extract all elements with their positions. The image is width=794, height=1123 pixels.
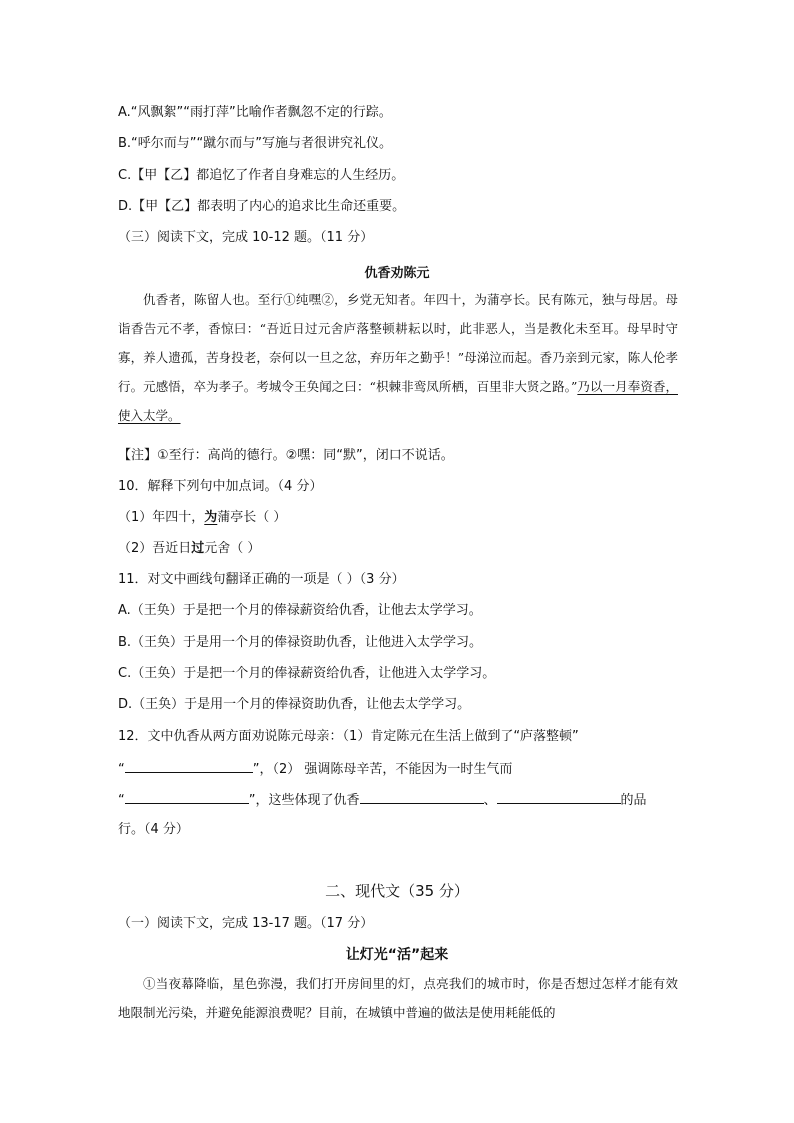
q10-item-1-post: 蒲亭长（ ） [217,510,287,525]
q12-l3-end: 的品 [620,793,647,808]
passage-main: 仇香者，陈留人也。至行①纯嘿②，乡党无知者。年四十，为蒲亭长。民有陈元，独与母居。母诣香告元不孝，香惊曰：“吾近日过元舍庐落整顿耕耘以时，此非恶人，当是教化未至耳。母早时守寡，养人遗孤，苦身投老，奈何以一旦之忿，弃历年之勤乎！”母涕泣而起。香乃亲到元家，陈人伦孝行。元感悟，卒为孝子。考城令王奂闻之曰：“枳棘非鸾凤所栖，百里非大贤之路。” [118,292,678,394]
q10-item-2-word: 过 [191,541,205,556]
q10-item-1-word: 为 [204,510,218,525]
passage-underlined-sentence: 乃以一月奉资香，使入太学。 [118,379,678,423]
annotation-note: 【注】①至行：高尚的德行。②嘿：同“默”，闭口不说话。 [118,448,454,463]
q11-option-b: B.（王奂）于是用一个月的俸禄资助仇香，让他进入太学学习。 [118,635,483,650]
part2-heading: 二、现代文（35 分） [325,882,469,900]
q12-l2-open: “ [118,762,125,777]
answer-blank-1[interactable] [125,758,253,773]
q12-line-2 [118,758,512,780]
q12-line-1: 12．文中仇香从两方面劝说陈元母亲：（1）肯定陈元在生活上做到了“庐落整顿” [118,729,579,744]
section3-heading: （三）阅读下文，完成 10-12 题。（11 分） [118,230,374,245]
option-9b: B.“呼尔而与”“蹴尔而与”写施与者很讲究礼仪。 [118,136,392,151]
q10-item-2-pre: （2）吾近日 [118,541,192,556]
answer-blank-3[interactable] [360,789,484,804]
answer-blank-2[interactable] [125,789,249,804]
q10-item-1 [118,508,286,528]
option-9a: A.“风飘絮”“雨打萍”比喻作者飘忽不定的行踪。 [118,105,392,120]
q10-item-1-pre: （1）年四十， [118,510,205,525]
q10-item-2 [118,539,260,559]
q12-line-3 [118,789,647,811]
article-title: 让灯光“活”起来 [345,947,449,963]
q10-stem: 10．解释下列句中加点词。（4 分） [118,479,323,494]
option-9d: D.【甲【乙】都表明了内心的追求比生命还重要。 [118,199,406,214]
q12-l3-sep: 、 [483,793,497,808]
q11-option-d: D.（王奂）于是用一个月的俸禄资助仇香，让他去太学学习。 [118,697,471,712]
q11-option-a: A.（王奂）于是把一个月的俸禄薪资给仇香，让他去太学学习。 [118,603,482,618]
passage-text [118,285,678,430]
article-paragraph: ①当夜幕降临，星色弥漫，我们打开房间里的灯，点亮我们的城市时，你是否想过怎样才能有效地限制光污染，并避免能源浪费呢？目前，在城镇中普遍的做法是使用耗能低的 [118,976,678,1020]
q12-l3-mid: ”，这些体现了仇香 [248,793,360,808]
passage-title: 仇香劝陈元 [364,266,430,281]
part2-subheading: （一）阅读下文，完成 13-17 题。（17 分） [118,916,374,931]
answer-blank-4[interactable] [497,789,621,804]
q11-option-c: C.（王奂）于是把一个月的俸禄薪资给仇香，让他进入太学学习。 [118,666,496,681]
q11-stem: 11．对文中画线句翻译正确的一项是（ ）（3 分） [118,572,405,587]
q12-l3-open: “ [118,793,125,808]
q10-item-2-post: 元舍（ ） [204,541,261,556]
option-9c: C.【甲【乙】都追忆了作者自身难忘的人生经历。 [118,168,405,183]
q12-line-4: 行。（4 分） [118,822,189,837]
q12-l2-close: ”，（2） 强调陈母辛苦，不能因为一时生气而 [252,762,513,777]
